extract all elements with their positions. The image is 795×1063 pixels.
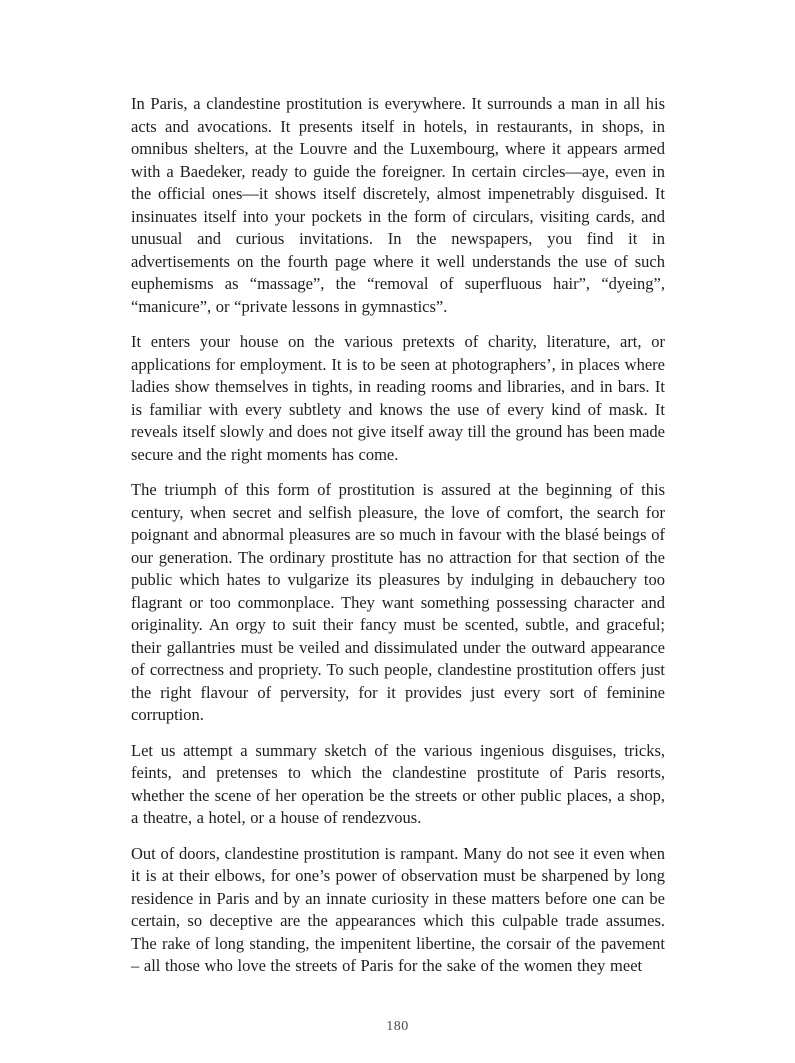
paragraph-1: In Paris, a clandestine prostitution is everywhere. It surrounds a man in all his acts and avocations. It presents itself in hotels, in restaurants, in shops, in omnibus shelters, at the Louvre and the Luxembourg, where it appears armed with a Baedeker, ready to guide the foreigner. In certain circles—aye, even in the official ones—it shows itself discretely, almost impenetrably disguised. It insinuates itself into your pockets in the form of circulars, visiting cards, and unusual and curious invitations. In the newspapers, you find it in advertisements on the fourth page where it well understands the use of such euphemisms as “massage”, the “removal of superfluous hair”, “dyeing”, “manicure”, or “private lessons in gymnastics”.: [131, 94, 665, 316]
paragraph-2: It enters your house on the various pretexts of charity, literature, art, or applications for employment. It is to be seen at photographers’, in places where ladies show themselves in tights, in reading rooms and libraries, and in bars. It is familiar with every subtlety and knows the use of every kind of mask. It reveals itself slowly and does not give itself away till the ground has been made secure and the right moments has come.: [131, 332, 665, 464]
paragraph-5: Out of doors, clandestine prostitution is rampant. Many do not see it even when it is at their elbows, for one’s power of observation must be sharpened by long residence in Paris and by an innate curiosity in these matters before one can be certain, so deceptive are the appearances which this culpable trade assumes. The rake of long standing, the impenitent libertine, the corsair of the pavement – all those who love the streets of Paris for the sake of the women they meet: [131, 843, 665, 975]
paragraph-3: The triumph of this form of prostitution is assured at the beginning of this century, when secret and selfish pleasure, the love of comfort, the search for poignant and abnormal pleasures are so much in favour with the blasé beings of our generation. The ordinary prostitute has no attraction for that section of the public which hates to vulgarize its pleasures by indulging in debauchery too flagrant or too commonplace. They want something possessing character and originality. An orgy to suit their fancy must be scented, subtle, and graceful; their gallantries must be veiled and dissimulated under the outward appearance of correctness and propriety. To such people, clandestine prostitution offers just the right flavour of perversity, for it provides just every sort of feminine corruption.: [131, 480, 665, 724]
text-block: [131, 93, 665, 991]
paragraph-4: Let us attempt a summary sketch of the various ingenious disguises, tricks, feints, and pretenses to which the clandestine prostitute of Paris resorts, whether the scene of her operation be the streets or other public places, a shop, a theatre, a hotel, or a house of rendezvous.: [131, 740, 665, 827]
page-number: 180: [386, 1019, 409, 1034]
